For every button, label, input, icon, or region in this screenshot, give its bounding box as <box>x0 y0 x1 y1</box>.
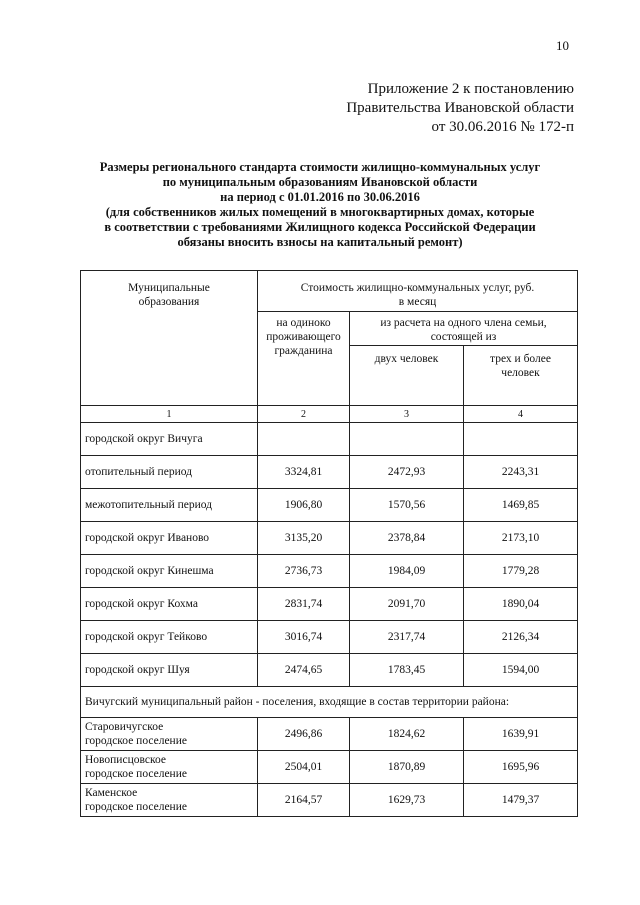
table-row <box>81 555 578 588</box>
table-row <box>81 621 578 654</box>
value-single: 3324,81 <box>258 456 350 489</box>
value-two: 1870,89 <box>350 751 464 784</box>
heading-line-1: Размеры регионального стандарта стоимости жилищно-коммунальных услуг <box>99 160 541 174</box>
value-single: 2831,74 <box>258 588 350 621</box>
section-title: Вичугский муниципальный район - поселения, входящие в состав территории района: <box>81 687 578 718</box>
header-three-persons: трех и более человек <box>464 346 578 406</box>
value-three <box>464 423 578 456</box>
value-three: 2126,34 <box>464 621 578 654</box>
column-index-row <box>81 406 578 423</box>
value-two: 2091,70 <box>350 588 464 621</box>
appendix-line-2: Правительства Ивановской области <box>346 100 574 116</box>
value-two: 2378,84 <box>350 522 464 555</box>
municipality-name: отопительный период <box>81 456 258 489</box>
appendix-block <box>346 80 574 137</box>
value-three: 1890,04 <box>464 588 578 621</box>
settlement-name-line-2: городское поселение <box>85 735 187 747</box>
value-single: 3135,20 <box>258 522 350 555</box>
column-index: 2 <box>258 406 350 423</box>
settlement-name-line-1: Каменское <box>85 787 138 799</box>
table-row <box>81 456 578 489</box>
value-two: 1570,56 <box>350 489 464 522</box>
value-two: 2472,93 <box>350 456 464 489</box>
document-heading <box>70 160 570 250</box>
page-number: 10 <box>556 38 569 53</box>
value-two: 1824,62 <box>350 718 464 751</box>
header-municipality: Муниципальные образования <box>81 271 258 406</box>
value-three: 1594,00 <box>464 654 578 687</box>
heading-line-3: на период с 01.01.2016 по 30.06.2016 <box>220 190 420 204</box>
municipality-name: городской округ Кинешма <box>81 555 258 588</box>
value-three: 2243,31 <box>464 456 578 489</box>
table-row <box>81 718 578 751</box>
value-two <box>350 423 464 456</box>
appendix-line-3: от 30.06.2016 № 172-п <box>431 119 574 135</box>
header-single: на одиноко проживающего гражданина <box>258 312 350 406</box>
column-index: 3 <box>350 406 464 423</box>
table-row <box>81 654 578 687</box>
municipality-name: городской округ Кохма <box>81 588 258 621</box>
heading-line-2: по муниципальным образованиям Ивановской области <box>162 175 478 189</box>
value-single: 2164,57 <box>258 784 350 817</box>
heading-line-4: (для собственников жилых помещений в многоквартирных домах, которые <box>105 205 535 219</box>
appendix-line-1: Приложение 2 к постановлению <box>367 81 574 97</box>
value-two: 1629,73 <box>350 784 464 817</box>
value-single: 1906,80 <box>258 489 350 522</box>
table-row <box>81 588 578 621</box>
header-per-member: из расчета на одного члена семьи, состоящей из <box>350 312 578 346</box>
heading-line-6: обязаны вносить взносы на капитальный ремонт) <box>177 235 463 249</box>
value-single: 2474,65 <box>258 654 350 687</box>
value-single: 2496,86 <box>258 718 350 751</box>
settlement-name-line-1: Старовичугское <box>85 721 164 733</box>
value-three: 1639,91 <box>464 718 578 751</box>
table-row <box>81 423 578 456</box>
settlement-name <box>81 751 258 784</box>
municipality-name: городской округ Тейково <box>81 621 258 654</box>
value-three: 1779,28 <box>464 555 578 588</box>
heading-line-5: в соответствии с требованиями Жилищного кодекса Российской Федерации <box>104 220 536 234</box>
value-single: 2504,01 <box>258 751 350 784</box>
value-single: 3016,74 <box>258 621 350 654</box>
value-two: 1984,09 <box>350 555 464 588</box>
value-three: 1469,85 <box>464 489 578 522</box>
table-row <box>81 522 578 555</box>
header-cost: Стоимость жилищно-коммунальных услуг, руб. в месяц <box>258 271 578 312</box>
municipality-name: городской округ Вичуга <box>81 423 258 456</box>
column-index: 4 <box>464 406 578 423</box>
municipality-name: городской округ Иваново <box>81 522 258 555</box>
settlement-name-line-1: Новописцовское <box>85 754 166 766</box>
header-two-persons: двух человек <box>350 346 464 406</box>
value-single <box>258 423 350 456</box>
settlement-name <box>81 718 258 751</box>
value-single: 2736,73 <box>258 555 350 588</box>
value-two: 2317,74 <box>350 621 464 654</box>
value-three: 2173,10 <box>464 522 578 555</box>
municipality-name: городской округ Шуя <box>81 654 258 687</box>
column-index: 1 <box>81 406 258 423</box>
section-row <box>81 687 578 718</box>
settlement-name-line-2: городское поселение <box>85 768 187 780</box>
value-three: 1695,96 <box>464 751 578 784</box>
rates-table <box>80 270 578 817</box>
settlement-name <box>81 784 258 817</box>
settlement-name-line-2: городское поселение <box>85 801 187 813</box>
table-row <box>81 489 578 522</box>
table-row <box>81 751 578 784</box>
municipality-name: межотопительный период <box>81 489 258 522</box>
table-row <box>81 784 578 817</box>
value-three: 1479,37 <box>464 784 578 817</box>
value-two: 1783,45 <box>350 654 464 687</box>
